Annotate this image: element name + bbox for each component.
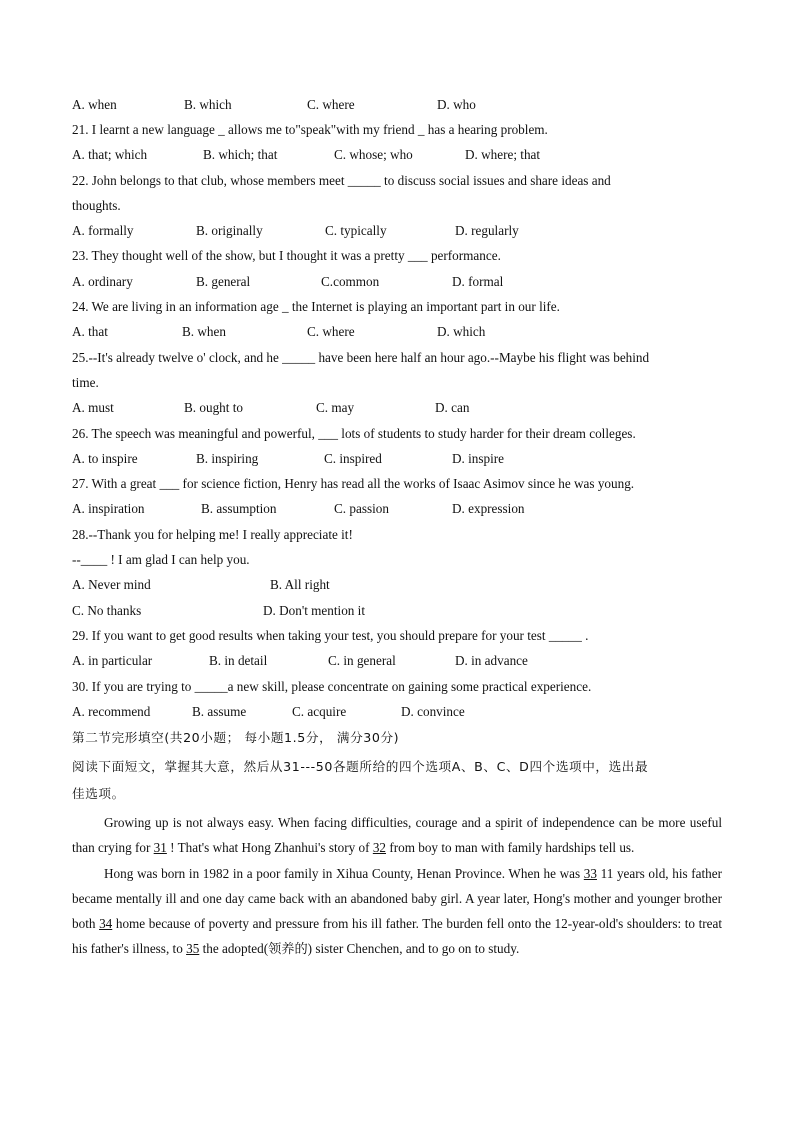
q22-option-b[interactable]: B. originally (196, 223, 263, 238)
q25-option-a[interactable]: A. must (72, 400, 114, 415)
blank-35: 35 (186, 941, 200, 957)
q25-stem-continued: time. (72, 375, 99, 390)
blank-33: 33 (583, 865, 597, 881)
q28-stem: 28.--Thank you for helping me! I really appreciate it! (72, 527, 353, 542)
q20-options (72, 96, 732, 114)
q22-stem-continued: thoughts. (72, 198, 121, 213)
q22-options (72, 222, 732, 240)
q20-option-a[interactable]: A. when (72, 97, 117, 112)
q29-option-b[interactable]: B. in detail (209, 653, 268, 668)
q26-options (72, 450, 732, 468)
q24-option-c[interactable]: C. where (307, 324, 355, 339)
q29-options (72, 652, 732, 670)
q20-option-c[interactable]: C. where (307, 97, 355, 112)
q29-stem: 29. If you want to get good results when taking your test, you should prepare for your test _____ . (72, 628, 589, 643)
q28-option-a[interactable]: A. Never mind (72, 577, 151, 592)
q23-stem: 23. They thought well of the show, but I thought it was a pretty ___ performance. (72, 248, 501, 263)
q24-option-a[interactable]: A. that (72, 324, 108, 339)
q20-option-b[interactable]: B. which (184, 97, 232, 112)
q22-option-c[interactable]: C. typically (325, 223, 387, 238)
q30-option-c[interactable]: C. acquire (292, 704, 347, 719)
q21-option-b[interactable]: B. which; that (203, 147, 278, 162)
q23-option-a[interactable]: A. ordinary (72, 274, 133, 289)
q30-option-d[interactable]: D. convince (401, 704, 465, 719)
q23-options (72, 273, 732, 291)
section2-instruction: 阅读下面短文，掌握其大意，然后从31---50各题所给的四个选项A、B、C、D四个选项中，选出最 (72, 759, 649, 774)
q21-option-d[interactable]: D. where; that (465, 147, 541, 162)
q29-option-d[interactable]: D. in advance (455, 653, 528, 668)
passage-text: ! That's what Hong Zhanhui's story of (166, 840, 373, 856)
q23-option-d[interactable]: D. formal (452, 274, 504, 289)
q28-stem-continued: --____ ! I am glad I can help you. (72, 552, 250, 567)
q28-options-row2 (72, 602, 732, 620)
q26-option-a[interactable]: A. to inspire (72, 451, 138, 466)
blank-34: 34 (99, 916, 113, 932)
q27-stem: 27. With a great ___ for science fiction, Henry has read all the works of Isaac Asimov since he was young. (72, 476, 635, 491)
q27-option-a[interactable]: A. inspiration (72, 501, 145, 516)
passage-paragraph-1 (72, 810, 722, 861)
q26-option-c[interactable]: C. inspired (324, 451, 382, 466)
q22-stem: 22. John belongs to that club, whose members meet _____ to discuss social issues and share ideas and (72, 173, 611, 188)
passage-text: the adopted(领养的) sister Chenchen, and to go on to study. (199, 941, 520, 957)
passage-paragraph-2 (72, 861, 722, 962)
q23-option-c[interactable]: C.common (321, 274, 380, 289)
section2-heading: 第二节完形填空(共20小题； 每小题1.5分， 满分30分) (72, 730, 400, 745)
blank-31: 31 (153, 840, 167, 856)
q28-options-row1 (72, 576, 732, 594)
q21-option-c[interactable]: C. whose; who (334, 147, 413, 162)
cloze-passage (72, 810, 722, 962)
q27-options (72, 500, 732, 518)
q21-stem: 21. I learnt a new language _ allows me to"speak"with my friend _ has a hearing problem. (72, 122, 548, 137)
q30-stem: 30. If you are trying to _____a new skill, please concentrate on gaining some practical experience. (72, 679, 592, 694)
q29-option-a[interactable]: A. in particular (72, 653, 153, 668)
q20-option-d[interactable]: D. who (437, 97, 476, 112)
q27-option-d[interactable]: D. expression (452, 501, 525, 516)
passage-text: from boy to man with family hardships tell us. (386, 840, 635, 856)
q29-option-c[interactable]: C. in general (328, 653, 396, 668)
q28-option-d[interactable]: D. Don't mention it (263, 603, 366, 618)
q27-option-c[interactable]: C. passion (334, 501, 389, 516)
q25-options (72, 399, 732, 417)
q28-option-b[interactable]: B. All right (270, 577, 330, 592)
q25-option-c[interactable]: C. may (316, 400, 355, 415)
passage-text: 11 years old, his father became mentally ill and one day came back with an abandoned baby girl. A year later, Hong's mother and younger brother both (72, 865, 722, 932)
q25-stem: 25.--It's already twelve o' clock, and he _____ have been here half an hour ago.--Maybe his flight was behind (72, 350, 650, 365)
q22-option-a[interactable]: A. formally (72, 223, 134, 238)
q21-option-a[interactable]: A. that; which (72, 147, 148, 162)
q23-option-b[interactable]: B. general (196, 274, 251, 289)
q26-option-d[interactable]: D. inspire (452, 451, 505, 466)
passage-text: home because of poverty and pressure from his ill father. The burden fell onto the 12-year-old's shoulders: to treat his father's illness, to (72, 916, 723, 957)
q21-options (72, 146, 732, 164)
blank-32: 32 (372, 840, 387, 856)
q24-option-d[interactable]: D. which (437, 324, 486, 339)
q27-option-b[interactable]: B. assumption (201, 501, 277, 516)
q30-option-b[interactable]: B. assume (192, 704, 247, 719)
q25-option-d[interactable]: D. can (435, 400, 470, 415)
passage-text: Growing up is not always easy. When facing difficulties, courage and a spirit of independence can be more useful than crying for (72, 815, 722, 856)
q24-stem: 24. We are living in an information age _ the Internet is playing an important part in our life. (72, 299, 560, 314)
q26-option-b[interactable]: B. inspiring (196, 451, 259, 466)
passage-text: Hong was born in 1982 in a poor family in Xihua County, Henan Province. When he was (104, 865, 584, 881)
q25-option-b[interactable]: B. ought to (184, 400, 243, 415)
q30-options (72, 703, 732, 721)
q24-option-b[interactable]: B. when (182, 324, 226, 339)
q28-option-c[interactable]: C. No thanks (72, 603, 142, 618)
q24-options (72, 323, 732, 341)
q26-stem: 26. The speech was meaningful and powerful, ___ lots of students to study harder for their dream colleges. (72, 426, 636, 441)
q30-option-a[interactable]: A. recommend (72, 704, 151, 719)
q22-option-d[interactable]: D. regularly (455, 223, 519, 238)
section2-instruction-continued: 佳选项。 (72, 786, 125, 801)
